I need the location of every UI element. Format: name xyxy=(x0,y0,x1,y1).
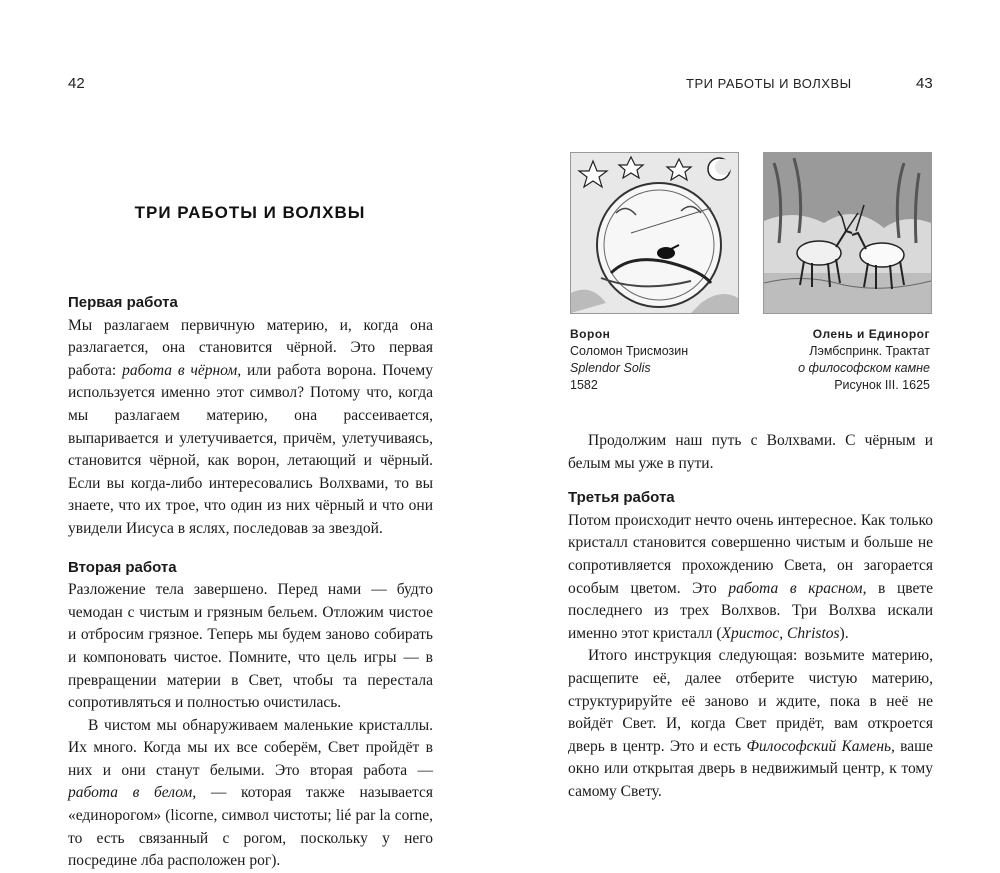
section-heading-first-work: Первая работа xyxy=(68,294,178,311)
caption-deer-unicorn-year: Рисунок III. 1625 xyxy=(834,378,930,392)
deer-unicorn-engraving-drawing xyxy=(764,153,931,313)
emphasis-work-in-black: работа в чёрном, xyxy=(122,361,242,379)
caption-raven-author: Соломон Трисмозин xyxy=(570,344,689,358)
left-body xyxy=(68,292,433,873)
caption-deer-unicorn-work: о философском камне xyxy=(798,361,930,375)
second-work-paragraph-1: Разложение тела завершено. Перед нами — будто чемодан с чистым и грязным бельем. Отложим чистое и отбросим грязное. Теперь мы будем заново собирать и компоновать чистое. Помните, что цель игры — в превращении материи в Свет, чтобы та перестала сопротивляться и полностью очистилась. xyxy=(68,581,433,712)
caption-raven-year: 1582 xyxy=(570,378,598,392)
emphasis-work-in-white: работа в белом, xyxy=(68,784,197,802)
caption-raven-title: Ворон xyxy=(570,327,611,341)
right-page xyxy=(500,0,1000,827)
second-work-paragraph-2: В чистом мы обнаруживаем маленькие кристаллы. Их много. Когда мы их все соберём, Свет пройдёт в них и они станут белыми. Это вторая работа — работа в белом, — которая также называется «единорогом» (licorne, символ чистоты; lié par la corne, то есть связанный с рогом, поскольку у него посредине лба расположен рог). xyxy=(68,716,433,870)
emphasis-philosophers-stone: Философский Камень, xyxy=(746,737,895,755)
section-heading-third-work: Третья работа xyxy=(568,489,675,507)
caption-raven xyxy=(570,326,738,394)
caption-deer-unicorn xyxy=(762,326,930,394)
left-page xyxy=(0,0,500,870)
intro-paragraph: Продолжим наш путь с Волхвами. С чёрным и белым мы уже в пути. xyxy=(568,432,933,472)
third-work-paragraph-2: Итого инструкция следующая: возьмите материю, расщепите её, далее отберите чистую материю, структурируйте её заново и ждите, пока в неё не войдёт Свет. И, когда Свет придёт, вам откроется дверь в центр. Это и есть Философский Камень, ваше окно или открытая дверь в недвижимый центр, к тому самому Свету. xyxy=(568,647,933,800)
page-number-left: 42 xyxy=(68,75,85,92)
running-head: ТРИ РАБОТЫ И ВОЛХВЫ xyxy=(686,76,852,91)
emphasis-work-in-red: работа в красном, xyxy=(728,579,867,597)
page-number-right: 43 xyxy=(916,75,933,92)
section-heading-second-work: Вторая работа xyxy=(68,558,177,576)
first-work-paragraph: Мы разлагаем первичную материю, и, когда она разлагается, она становится чёрной. Это первая работа: работа в чёрном, или работа ворона. Почему используется именно этот символ? Потому что, когда мы разлагаем материю, она рассеивается, выпаривается и улетучивается, причём, улетучиваясь, становится чёрной, как ворон, летающий и чёрный. Если вы когда-либо интересовались Волхвами, то вы знаете, что их трое, что один из них чёрный и что они увидели Иисуса в яслях, последовав за звездой. xyxy=(68,316,433,537)
deer-unicorn-engraving-image xyxy=(763,152,932,314)
third-work-paragraph-1: Потом происходит нечто очень интересное. Как только кристалл становится совершенно чистым и больше не сопротивляется прохождению Света, он загорается особым цветом. Это работа в красном, в цвете последнего из трех Волхвов. Три Волхва искали именно этот кристалл (Христос, Christos). xyxy=(568,511,934,642)
caption-deer-unicorn-title: Олень и Единорог xyxy=(812,327,930,341)
right-body xyxy=(568,430,933,804)
caption-raven-work: Splendor Solis xyxy=(570,361,651,375)
raven-engraving-drawing xyxy=(571,153,738,313)
caption-deer-unicorn-author: Лэмбспринк. Трактат xyxy=(809,344,930,358)
raven-engraving-image xyxy=(570,152,739,314)
chapter-title: ТРИ РАБОТЫ И ВОЛХВЫ xyxy=(134,203,366,222)
emphasis-christos: Христос, Christos xyxy=(721,624,840,642)
